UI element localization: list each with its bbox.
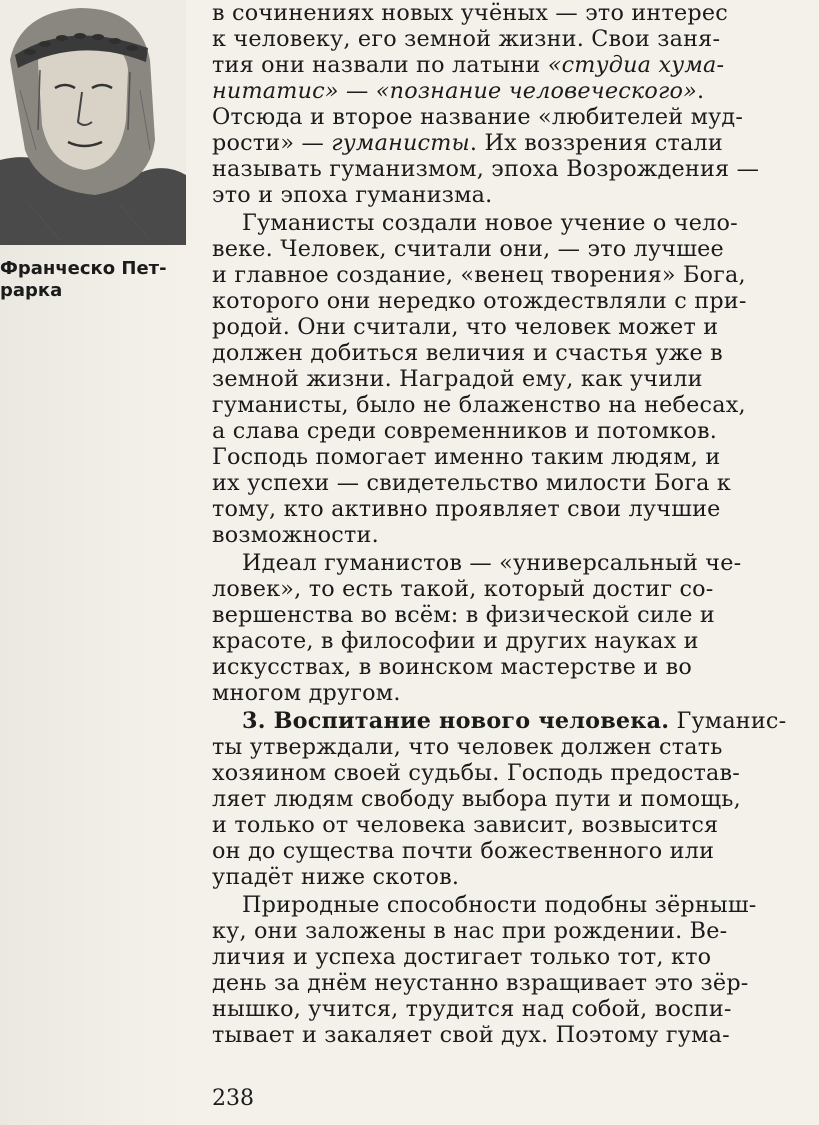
text-line	[212, 680, 802, 706]
caption-line: рарка	[0, 280, 63, 301]
text-line	[212, 496, 802, 522]
text-line	[212, 892, 802, 918]
text-segment: тывает и закаляет свой дух. Поэтому гума-	[212, 1022, 730, 1048]
text-segment: возможности.	[212, 522, 379, 548]
text-segment: многом другом.	[212, 680, 401, 706]
text-segment: . Их воззрения стали	[469, 130, 723, 156]
text-segment: день за днём неустанно взращивает это зёр-	[212, 970, 749, 996]
text-line	[212, 314, 802, 340]
text-line	[212, 418, 802, 444]
text-segment: и главное создание, «венец творения» Бога,	[212, 262, 746, 288]
text-segment: «познание человеческого»	[375, 78, 697, 104]
body-text	[212, 0, 802, 1048]
text-line	[212, 734, 802, 760]
text-segment: Гуманис-	[669, 708, 787, 734]
text-line	[212, 236, 802, 262]
text-line	[212, 340, 802, 366]
text-segment: называть гуманизмом, эпоха Возрождения —	[212, 156, 760, 182]
text-line	[212, 602, 802, 628]
text-line	[212, 996, 802, 1022]
text-segment: красоте, в философии и других науках и	[212, 628, 699, 654]
text-line	[212, 760, 802, 786]
text-line	[212, 262, 802, 288]
text-segment: 3. Воспитание нового человека.	[242, 708, 670, 734]
text-segment: к человеку, его земной жизни. Свои заня-	[212, 26, 721, 52]
text-segment: и только от человека зависит, возвысится	[212, 812, 719, 838]
text-segment: «студиа хума-	[547, 52, 725, 78]
text-line	[212, 838, 802, 864]
text-segment: Гуманисты создали новое учение о чело-	[242, 210, 738, 236]
text-segment: он до существа почти божественного или	[212, 838, 715, 864]
caption-line: Франческо Пет-	[0, 258, 167, 279]
text-line	[212, 288, 802, 314]
text-segment: нышко, учится, трудится над собой, воспи-	[212, 996, 732, 1022]
text-segment: рости» —	[212, 130, 332, 156]
text-segment: гуманисты	[331, 130, 470, 156]
text-line	[212, 26, 802, 52]
text-segment: нитатис»	[212, 78, 339, 104]
text-line	[212, 210, 802, 236]
text-segment: вершенства во всём: в физической силе и	[212, 602, 715, 628]
text-line	[212, 52, 802, 78]
text-segment: должен добиться величия и счастья уже в	[212, 340, 723, 366]
text-segment: хозяином своей судьбы. Господь предостав-	[212, 760, 741, 786]
text-segment: Идеал гуманистов — «универсальный че-	[242, 550, 742, 576]
text-line	[212, 654, 802, 680]
text-segment: —	[338, 78, 376, 104]
text-segment: тому, кто активно проявляет свои лучшие	[212, 496, 721, 522]
text-line	[212, 918, 802, 944]
text-line	[212, 392, 802, 418]
text-line	[212, 1022, 802, 1048]
text-segment: а слава среди современников и потомков.	[212, 418, 718, 444]
text-segment: личия и успеха достигает только тот, кто	[212, 944, 712, 970]
text-segment: это и эпоха гуманизма.	[212, 182, 493, 208]
text-line	[212, 550, 802, 576]
text-segment: Господь помогает именно таким людям, и	[212, 444, 721, 470]
text-line	[212, 864, 802, 890]
text-line	[212, 628, 802, 654]
text-line	[212, 104, 802, 130]
text-segment: ловек», то есть такой, который достиг со-	[212, 576, 714, 602]
text-line	[212, 130, 802, 156]
text-line	[212, 944, 802, 970]
text-segment: в сочинениях новых учёных — это интерес	[212, 0, 728, 26]
text-segment: тия они назвали по латыни	[212, 52, 548, 78]
text-line	[212, 366, 802, 392]
text-line	[212, 470, 802, 496]
text-line	[212, 0, 802, 26]
text-segment: .	[696, 78, 705, 104]
text-segment: искусствах, в воинском мастерстве и во	[212, 654, 693, 680]
figure-caption	[0, 258, 180, 302]
text-line	[212, 156, 802, 182]
text-segment: которого они нередко отождествляли с при-	[212, 288, 747, 314]
text-segment: упадёт ниже скотов.	[212, 864, 460, 890]
text-segment: их успехи — свидетельство милости Бога к	[212, 470, 732, 496]
text-line	[212, 970, 802, 996]
text-line	[212, 78, 802, 104]
text-line	[212, 522, 802, 548]
text-segment: земной жизни. Наградой ему, как учили	[212, 366, 703, 392]
text-segment: Природные способности подобны зёрныш-	[242, 892, 757, 918]
text-line	[212, 444, 802, 470]
text-segment: ты утверждали, что человек должен стать	[212, 734, 723, 760]
text-line	[212, 708, 802, 734]
text-segment: ку, они заложены в нас при рождении. Ве-	[212, 918, 728, 944]
text-line	[212, 786, 802, 812]
portrait-petrarch	[0, 0, 186, 245]
text-segment: ляет людям свободу выбора пути и помощь,	[212, 786, 741, 812]
text-segment: веке. Человек, считали они, — это лучшее	[212, 236, 724, 262]
text-segment: гуманисты, было не блаженство на небесах,	[212, 392, 746, 418]
page-number: 238	[212, 1086, 254, 1111]
text-line	[212, 576, 802, 602]
text-line	[212, 812, 802, 838]
text-segment: Отсюда и второе название «любителей муд-	[212, 104, 744, 130]
text-segment: родой. Они считали, что человек может и	[212, 314, 719, 340]
text-line	[212, 182, 802, 208]
